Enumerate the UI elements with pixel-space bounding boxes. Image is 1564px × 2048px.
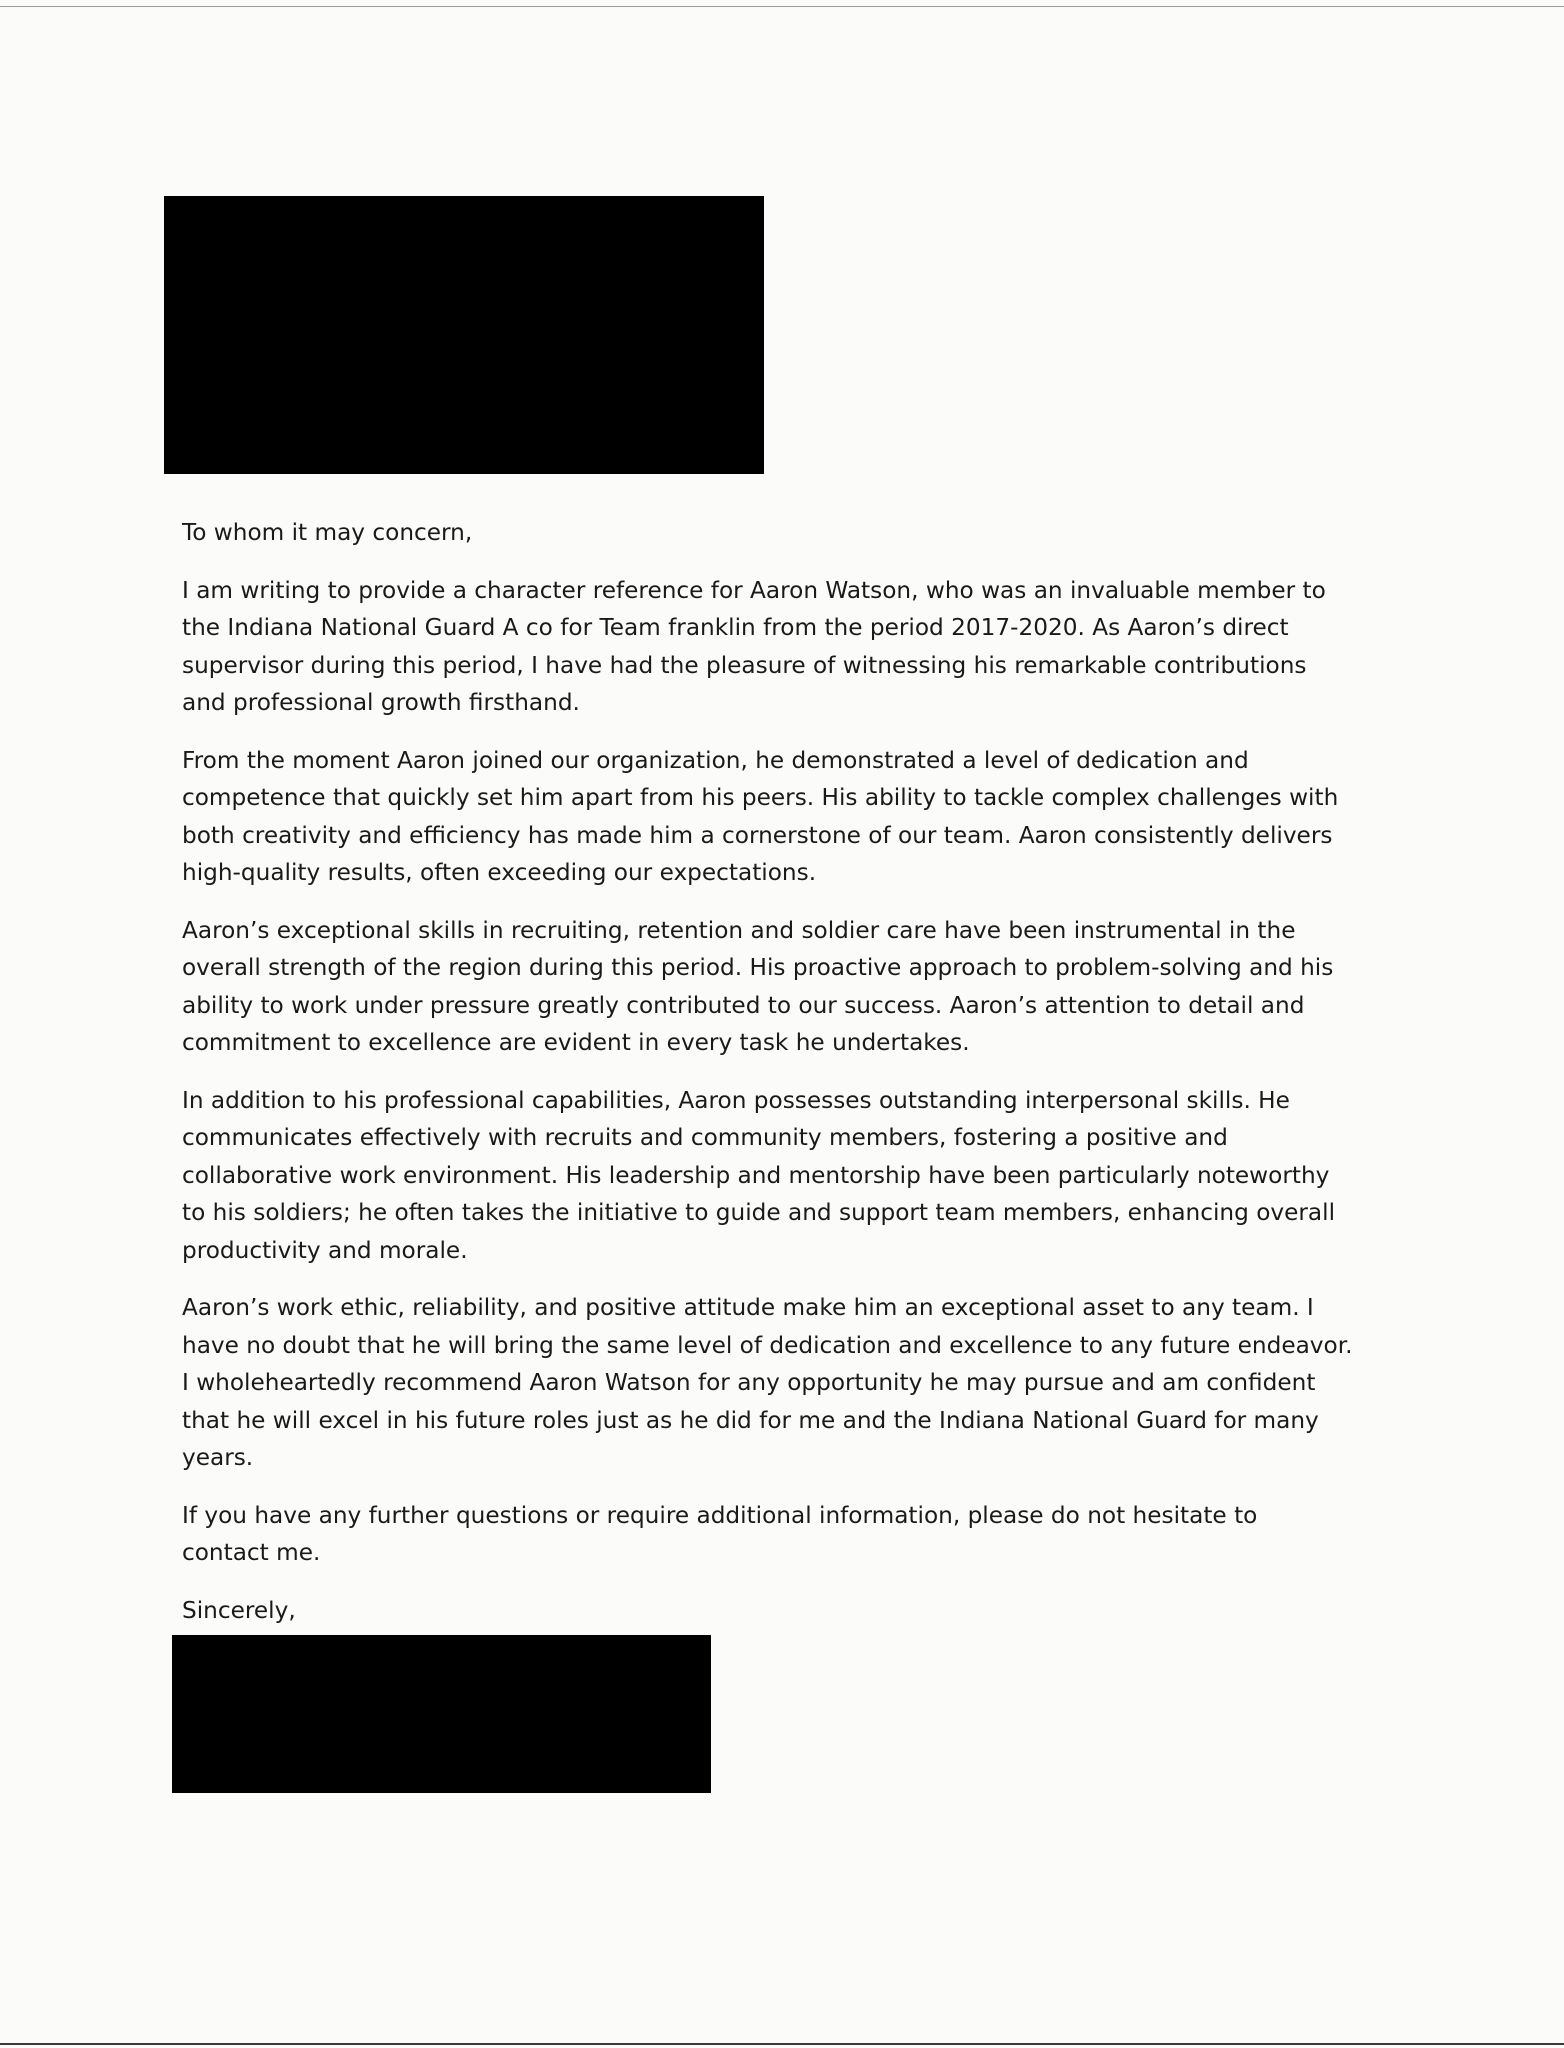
paragraph-line: If you have any further questions or require additional information, please do not hesitate to xyxy=(182,1501,1258,1529)
paragraph-line: ability to work under pressure greatly contributed to our success. Aaron’s attention to detail and xyxy=(182,991,1305,1019)
paragraph-line: have no doubt that he will bring the same level of dedication and excellence to any future endeavor. xyxy=(182,1331,1353,1359)
salutation: To whom it may concern, xyxy=(182,519,473,546)
paragraph-line: years. xyxy=(182,1444,254,1471)
paragraph-line: Aaron’s work ethic, reliability, and positive attitude make him an exceptional asset to any team. I xyxy=(182,1294,1314,1321)
scan-edge-bottom xyxy=(0,2043,1564,2045)
paragraph-line: both creativity and efficiency has made him a cornerstone of our team. Aaron consistently delivers xyxy=(182,821,1333,849)
letter-body xyxy=(182,514,1412,1649)
redacted-signature xyxy=(172,1635,711,1793)
scan-edge-top xyxy=(0,6,1564,7)
paragraph-4 xyxy=(182,1082,1412,1270)
paragraph-3 xyxy=(182,912,1412,1062)
closing: Sincerely, xyxy=(182,1596,296,1624)
paragraph-line: the Indiana National Guard A co for Team franklin from the period 2017-2020. As Aaron’s direct xyxy=(182,614,1289,641)
paragraph-1 xyxy=(182,572,1412,722)
paragraph-line: and professional growth firsthand. xyxy=(182,689,580,716)
paragraph-line: that he will excel in his future roles just as he did for me and the Indiana National Guard for many xyxy=(182,1406,1319,1434)
paragraph-line: In addition to his professional capabilities, Aaron possesses outstanding interpersonal skills. He xyxy=(182,1086,1290,1114)
paragraph-line: competence that quickly set him apart from his peers. His ability to tackle complex challenges with xyxy=(182,784,1339,811)
paragraph-line: overall strength of the region during this period. His proactive approach to problem-solving and his xyxy=(182,954,1334,981)
paragraph-line: commitment to excellence are evident in every task he undertakes. xyxy=(182,1029,970,1056)
paragraph-line: I am writing to provide a character reference for Aaron Watson, who was an invaluable member to xyxy=(182,576,1326,604)
redacted-letterhead xyxy=(164,196,764,474)
paragraph-line: Aaron’s exceptional skills in recruiting, retention and soldier care have been instrumental in the xyxy=(182,916,1296,944)
paragraph-line: productivity and morale. xyxy=(182,1236,468,1264)
paragraph-2 xyxy=(182,742,1412,892)
paragraph-line: collaborative work environment. His leadership and mentorship have been particularly noteworthy xyxy=(182,1161,1330,1189)
paragraph-line: communicates effectively with recruits and community members, fostering a positive and xyxy=(182,1124,1228,1151)
paragraph-line: From the moment Aaron joined our organization, he demonstrated a level of dedication and xyxy=(182,746,1249,774)
paragraph-line: to his soldiers; he often takes the initiative to guide and support team members, enhancing overall xyxy=(182,1199,1336,1226)
paragraph-line: high-quality results, often exceeding our expectations. xyxy=(182,859,817,886)
paragraph-6 xyxy=(182,1497,1412,1572)
paragraph-5 xyxy=(182,1289,1412,1477)
paragraph-line: contact me. xyxy=(182,1539,321,1566)
paragraph-line: supervisor during this period, I have had the pleasure of witnessing his remarkable contributions xyxy=(182,651,1307,679)
paragraph-line: I wholeheartedly recommend Aaron Watson for any opportunity he may pursue and am confident xyxy=(182,1369,1316,1396)
